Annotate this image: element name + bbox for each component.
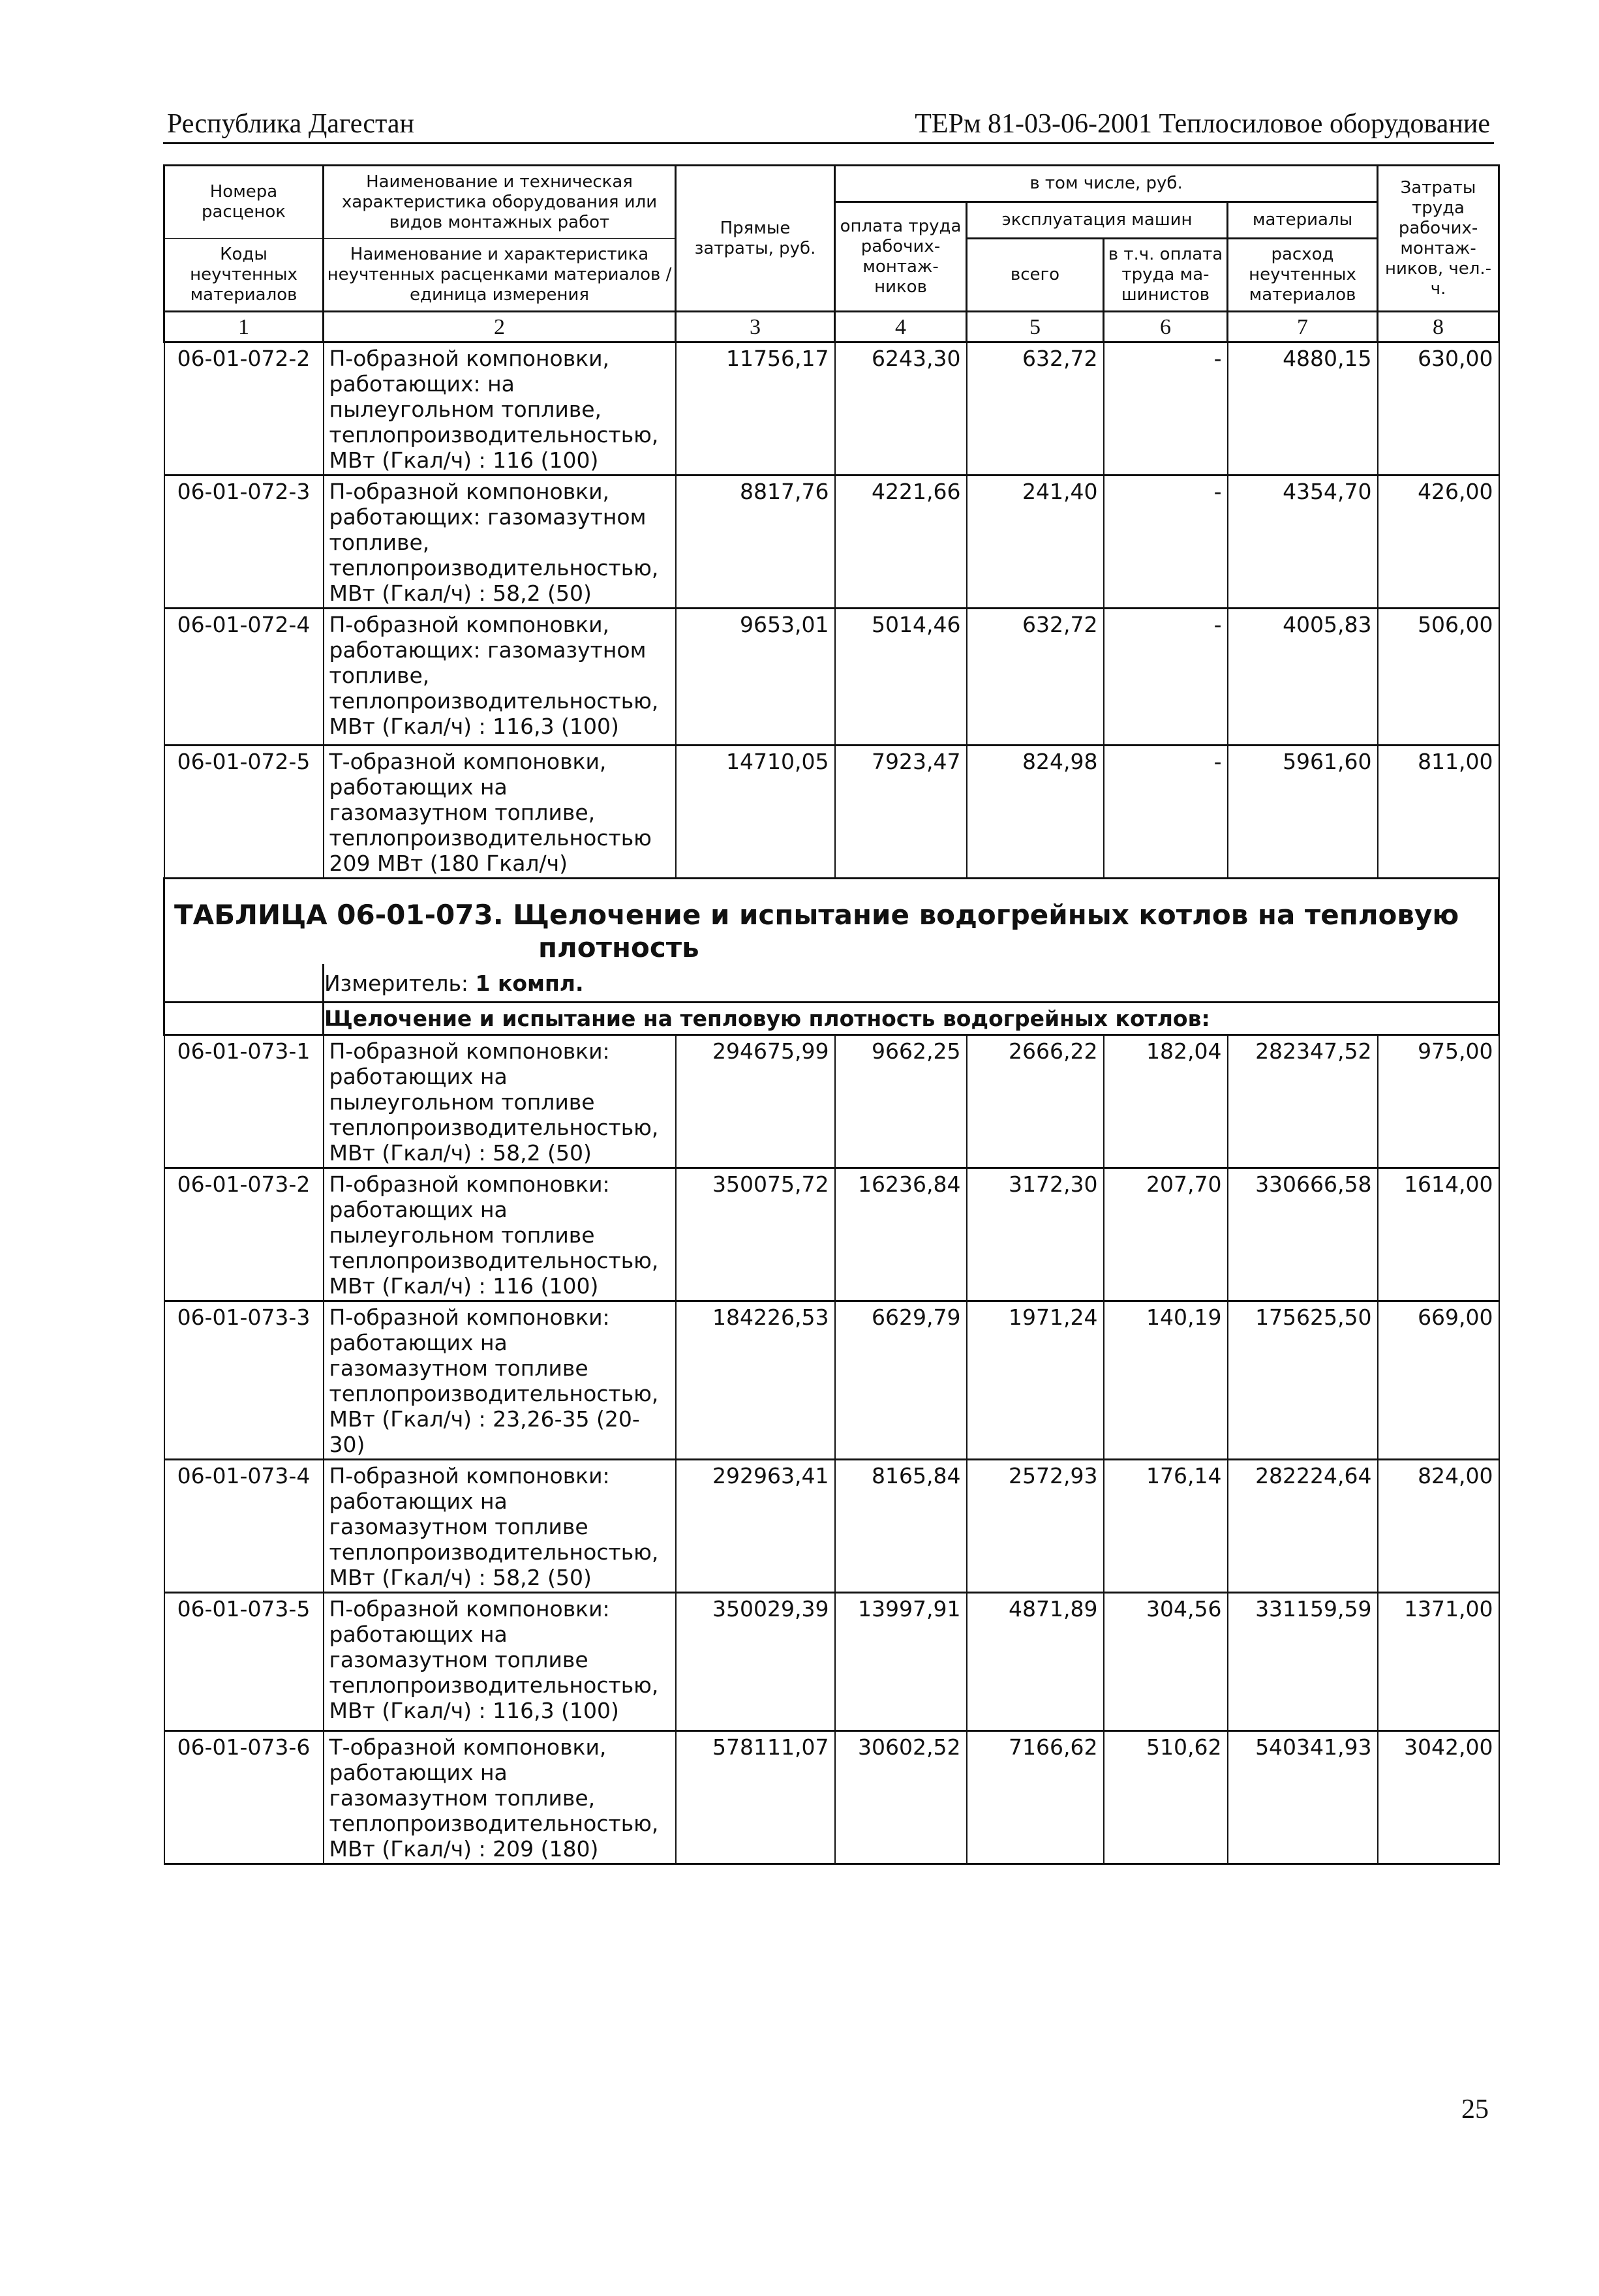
col-header-material-codes: Коды неучтенных материалов [164,239,324,312]
materials-cost: 4005,83 [1228,609,1378,746]
column-number: 2 [324,312,676,342]
header-document-title: ТЕРм 81-03-06-2001 Теплосиловое оборудование [915,109,1490,139]
worker-wages: 8165,84 [835,1460,967,1593]
machinist-wages: 207,70 [1104,1168,1228,1301]
table-row [164,609,1499,746]
meter-row [164,964,1499,1003]
labor-hours: 426,00 [1378,476,1499,609]
col-header-group-including: в том числе, руб. [835,166,1378,202]
labor-hours: 506,00 [1378,609,1499,746]
column-number: 8 [1378,312,1499,342]
direct-costs: 578111,07 [676,1731,835,1864]
labor-hours: 1371,00 [1378,1593,1499,1731]
machines-total: 1971,24 [967,1301,1104,1460]
rate-code: 06-01-072-2 [164,342,324,476]
rates-table [163,164,1500,1865]
table-row [164,1460,1499,1593]
materials-cost: 4880,15 [1228,342,1378,476]
rate-description: П-образной компоновки: работающих на пылеугольном топливе теплопроизводительностью, МВт (Гкал/ч) : 116 (100) [324,1168,676,1301]
direct-costs: 14710,05 [676,746,835,879]
labor-hours: 1614,00 [1378,1168,1499,1301]
labor-hours: 975,00 [1378,1035,1499,1168]
worker-wages: 13997,91 [835,1593,967,1731]
rate-description: П-образной компоновки: работающих на газомазутном топливе теплопроизводительностью, МВт (Гкал/ч) : 23,26-35 (20-30) [324,1301,676,1460]
col-header-machines-total: всего [967,239,1104,312]
rate-code: 06-01-073-2 [164,1168,324,1301]
rate-description: П-образной компоновки, работающих: газомазутном топливе, теплопроизводительностью, МВт (Гкал/ч) : 116,3 (100) [324,609,676,746]
col-header-material-name: Наименование и характеристика неучтенных расценками материалов / единица измерения [324,239,676,312]
labor-hours: 824,00 [1378,1460,1499,1593]
table-row [164,342,1499,476]
rate-code: 06-01-073-6 [164,1731,324,1864]
labor-hours: 811,00 [1378,746,1499,879]
materials-cost: 175625,50 [1228,1301,1378,1460]
section-subheading: Щелочение и испытание на тепловую плотность водогрейных котлов: [324,1003,1499,1035]
table-row [164,746,1499,879]
worker-wages: 9662,25 [835,1035,967,1168]
subheading-row [164,1003,1499,1035]
machines-total: 632,72 [967,342,1104,476]
machinist-wages: 182,04 [1104,1035,1228,1168]
machinist-wages: - [1104,476,1228,609]
worker-wages: 6629,79 [835,1301,967,1460]
materials-cost: 331159,59 [1228,1593,1378,1731]
worker-wages: 30602,52 [835,1731,967,1864]
meter-label: Измеритель: [324,971,469,996]
col-header-worker-wages: оплата труда рабочих-монтаж-ников [835,202,967,312]
machinist-wages: - [1104,609,1228,746]
page-number: 25 [1461,2094,1489,2124]
column-number: 7 [1228,312,1378,342]
column-number: 3 [676,312,835,342]
rate-description: П-образной компоновки: работающих на газомазутном топливе теплопроизводительностью, МВт (Гкал/ч) : 116,3 (100) [324,1593,676,1731]
worker-wages: 4221,66 [835,476,967,609]
labor-hours: 669,00 [1378,1301,1499,1460]
worker-wages: 16236,84 [835,1168,967,1301]
materials-cost: 5961,60 [1228,746,1378,879]
direct-costs: 350029,39 [676,1593,835,1731]
machinist-wages: - [1104,342,1228,476]
page-header [163,108,1494,144]
worker-wages: 6243,30 [835,342,967,476]
materials-cost: 330666,58 [1228,1168,1378,1301]
table-row [164,1301,1499,1460]
rate-description: П-образной компоновки, работающих: на пылеугольном топливе, теплопроизводительностью, МВт (Гкал/ч) : 116 (100) [324,342,676,476]
table-row [164,1593,1499,1731]
header-region: Республика Дагестан [167,109,415,139]
table-row [164,1168,1499,1301]
direct-costs: 184226,53 [676,1301,835,1460]
rate-description: П-образной компоновки, работающих: газомазутном топливе, теплопроизводительностью, МВт (Гкал/ч) : 58,2 (50) [324,476,676,609]
rate-code: 06-01-072-5 [164,746,324,879]
table-title-line: ТАБЛИЦА 06-01-073. Щелочение и испытание водогрейных котлов на тепловую [174,899,1459,931]
direct-costs: 11756,17 [676,342,835,476]
materials-cost: 282347,52 [1228,1035,1378,1168]
rate-code: 06-01-072-4 [164,609,324,746]
rate-code: 06-01-073-5 [164,1593,324,1731]
direct-costs: 292963,41 [676,1460,835,1593]
rate-code: 06-01-073-3 [164,1301,324,1460]
machines-total: 4871,89 [967,1593,1104,1731]
machinist-wages: 510,62 [1104,1731,1228,1864]
col-header-direct-costs: Прямые затраты, руб. [676,166,835,312]
col-header-machine-operation: эксплуатация машин [967,202,1228,239]
col-header-materials: материалы [1228,202,1378,239]
rate-description: П-образной компоновки: работающих на пылеугольном топливе теплопроизводительностью, МВт (Гкал/ч) : 58,2 (50) [324,1035,676,1168]
machines-total: 632,72 [967,609,1104,746]
machines-total: 2572,93 [967,1460,1104,1593]
worker-wages: 5014,46 [835,609,967,746]
worker-wages: 7923,47 [835,746,967,879]
column-number: 4 [835,312,967,342]
col-header-machinist-wages: в т.ч. оплата труда ма-шинистов [1104,239,1228,312]
column-number: 6 [1104,312,1228,342]
materials-cost: 540341,93 [1228,1731,1378,1864]
materials-cost: 282224,64 [1228,1460,1378,1593]
direct-costs: 8817,76 [676,476,835,609]
rate-code: 06-01-073-4 [164,1460,324,1593]
direct-costs: 294675,99 [676,1035,835,1168]
direct-costs: 350075,72 [676,1168,835,1301]
rate-description: П-образной компоновки: работающих на газомазутном топливе теплопроизводительностью, МВт (Гкал/ч) : 58,2 (50) [324,1460,676,1593]
direct-costs: 9653,01 [676,609,835,746]
machinist-wages: 176,14 [1104,1460,1228,1593]
table-title-line: плотность [538,931,699,963]
machinist-wages: 304,56 [1104,1593,1228,1731]
col-header-rate-numbers: Номера расценок [164,166,324,239]
meter-value: 1 компл. [475,971,584,996]
machinist-wages: - [1104,746,1228,879]
column-number: 1 [164,312,324,342]
column-number: 5 [967,312,1104,342]
table-title-row [164,879,1499,965]
rate-code: 06-01-073-1 [164,1035,324,1168]
labor-hours: 3042,00 [1378,1731,1499,1864]
labor-hours: 630,00 [1378,342,1499,476]
table-title [174,899,1489,964]
machines-total: 824,98 [967,746,1104,879]
machines-total: 2666,22 [967,1035,1104,1168]
table-row [164,476,1499,609]
table-row [164,1035,1499,1168]
table-row [164,1731,1499,1864]
rate-description: Т-образной компоновки, работающих на газомазутном топливе, теплопроизводительностью 209 МВт (180 Гкал/ч) [324,746,676,879]
machines-total: 7166,62 [967,1731,1104,1864]
machines-total: 241,40 [967,476,1104,609]
materials-cost: 4354,70 [1228,476,1378,609]
column-number-row [164,312,1499,342]
col-header-labor-hours: Затраты труда рабочих-монтаж-ников, чел.-ч. [1378,166,1499,312]
rate-code: 06-01-072-3 [164,476,324,609]
rate-description: Т-образной компоновки, работающих на газомазутном топливе, теплопроизводительностью, МВт (Гкал/ч) : 209 (180) [324,1731,676,1864]
machinist-wages: 140,19 [1104,1301,1228,1460]
col-header-unaccounted-materials: расход неучтенных материалов [1228,239,1378,312]
col-header-work-name: Наименование и техническая характеристика оборудования или видов монтажных работ [324,166,676,239]
machines-total: 3172,30 [967,1168,1104,1301]
